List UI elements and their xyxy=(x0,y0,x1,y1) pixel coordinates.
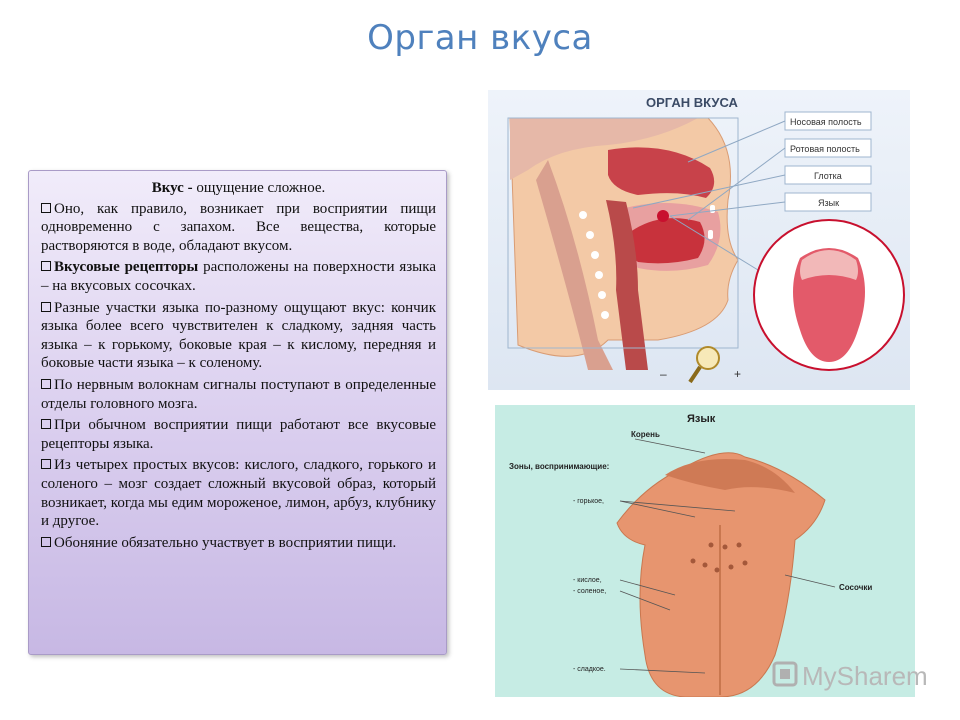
paragraph-1 xyxy=(41,200,436,256)
paragraph-4-text: По нервным волокнам сигналы поступают в определенные отделы головного мозга. xyxy=(41,376,436,412)
checkbox-bullet-icon xyxy=(41,379,51,389)
paragraph-5-text: При обычном восприятии пищи работают все вкусовые рецепторы языка. xyxy=(41,417,436,452)
paragraph-1-text: Оно, как правило, возникает при восприятии пищи одновременно с запахом. Все вещества, которые растворяются в воде, обладают вкусом. xyxy=(41,200,436,254)
tongue-zones-figure xyxy=(495,405,915,697)
paragraph-6-text: Из четырех простых вкусов: кислого, сладкого, горького и соленого – мозг создает сложный вкусовой образ, который возникает, когда мы едим мороженое, лимон, арбуз, клубнику и другое. xyxy=(41,457,436,530)
label-nasal-cavity: Носовая полость xyxy=(790,117,862,127)
papillae-label: Сосочки xyxy=(839,583,873,592)
paragraph-2-bold: Вкусовые рецепторы xyxy=(54,259,199,276)
zone-bitter: - горькое, xyxy=(573,498,604,505)
checkbox-bullet-icon xyxy=(41,302,51,312)
paragraph-6 xyxy=(41,456,436,530)
tongue-zones-illustration xyxy=(495,405,915,697)
paragraph-5 xyxy=(41,416,436,453)
page-title: Орган вкуса xyxy=(367,18,593,58)
watermark-text: MySharem xyxy=(802,661,928,691)
heading-rest: ощущение сложное. xyxy=(192,180,326,196)
paragraph-3-text: Разные участки языка по-разному ощущают вкус: кончик языка более всего чувствителен к сладкому, задняя часть языка – к горькому, боковые края – к кислому, передняя и боковые части языка – к соленому. xyxy=(41,299,436,372)
box-heading xyxy=(41,179,436,198)
organ-figure-title: ОРГАН ВКУСА xyxy=(646,95,738,110)
label-oral-cavity: Ротовая полость xyxy=(790,144,860,154)
root-label: Корень xyxy=(631,430,660,439)
info-text-box xyxy=(28,170,447,655)
taste-organ-illustration xyxy=(488,90,910,390)
zone-salty: - соленое, xyxy=(573,588,607,595)
label-pharynx: Глотка xyxy=(814,171,842,181)
heading-bold: Вкус - xyxy=(151,180,193,196)
zoom-in-button[interactable]: + xyxy=(734,367,742,381)
watermark xyxy=(770,655,930,695)
paragraph-7-text: Обоняние обязательно участвует в восприятии пищи. xyxy=(54,534,397,551)
paragraph-2-text: расположены на поверхности языка – на вкусовых сосочках. xyxy=(41,259,436,294)
magnifier-icon[interactable] xyxy=(690,347,719,382)
taste-organ-figure xyxy=(488,90,910,390)
checkbox-bullet-icon xyxy=(41,203,51,213)
tongue-figure-title: Язык xyxy=(687,413,716,425)
paragraph-4 xyxy=(41,376,436,413)
zoom-out-button[interactable]: – xyxy=(660,367,667,381)
checkbox-bullet-icon xyxy=(41,537,51,547)
zone-sour: - кислое, xyxy=(573,577,602,584)
checkbox-bullet-icon xyxy=(41,261,51,271)
watermark-logo-icon xyxy=(770,655,930,695)
paragraph-2 xyxy=(41,258,436,295)
zone-sweet: - сладкое. xyxy=(573,666,606,673)
label-tongue: Язык xyxy=(818,198,840,208)
taste-point-marker xyxy=(657,210,669,222)
paragraph-3 xyxy=(41,299,436,373)
zones-label: Зоны, воспринимающие: xyxy=(509,462,610,471)
checkbox-bullet-icon xyxy=(41,459,51,469)
paragraph-7 xyxy=(41,534,436,553)
checkbox-bullet-icon xyxy=(41,419,51,429)
